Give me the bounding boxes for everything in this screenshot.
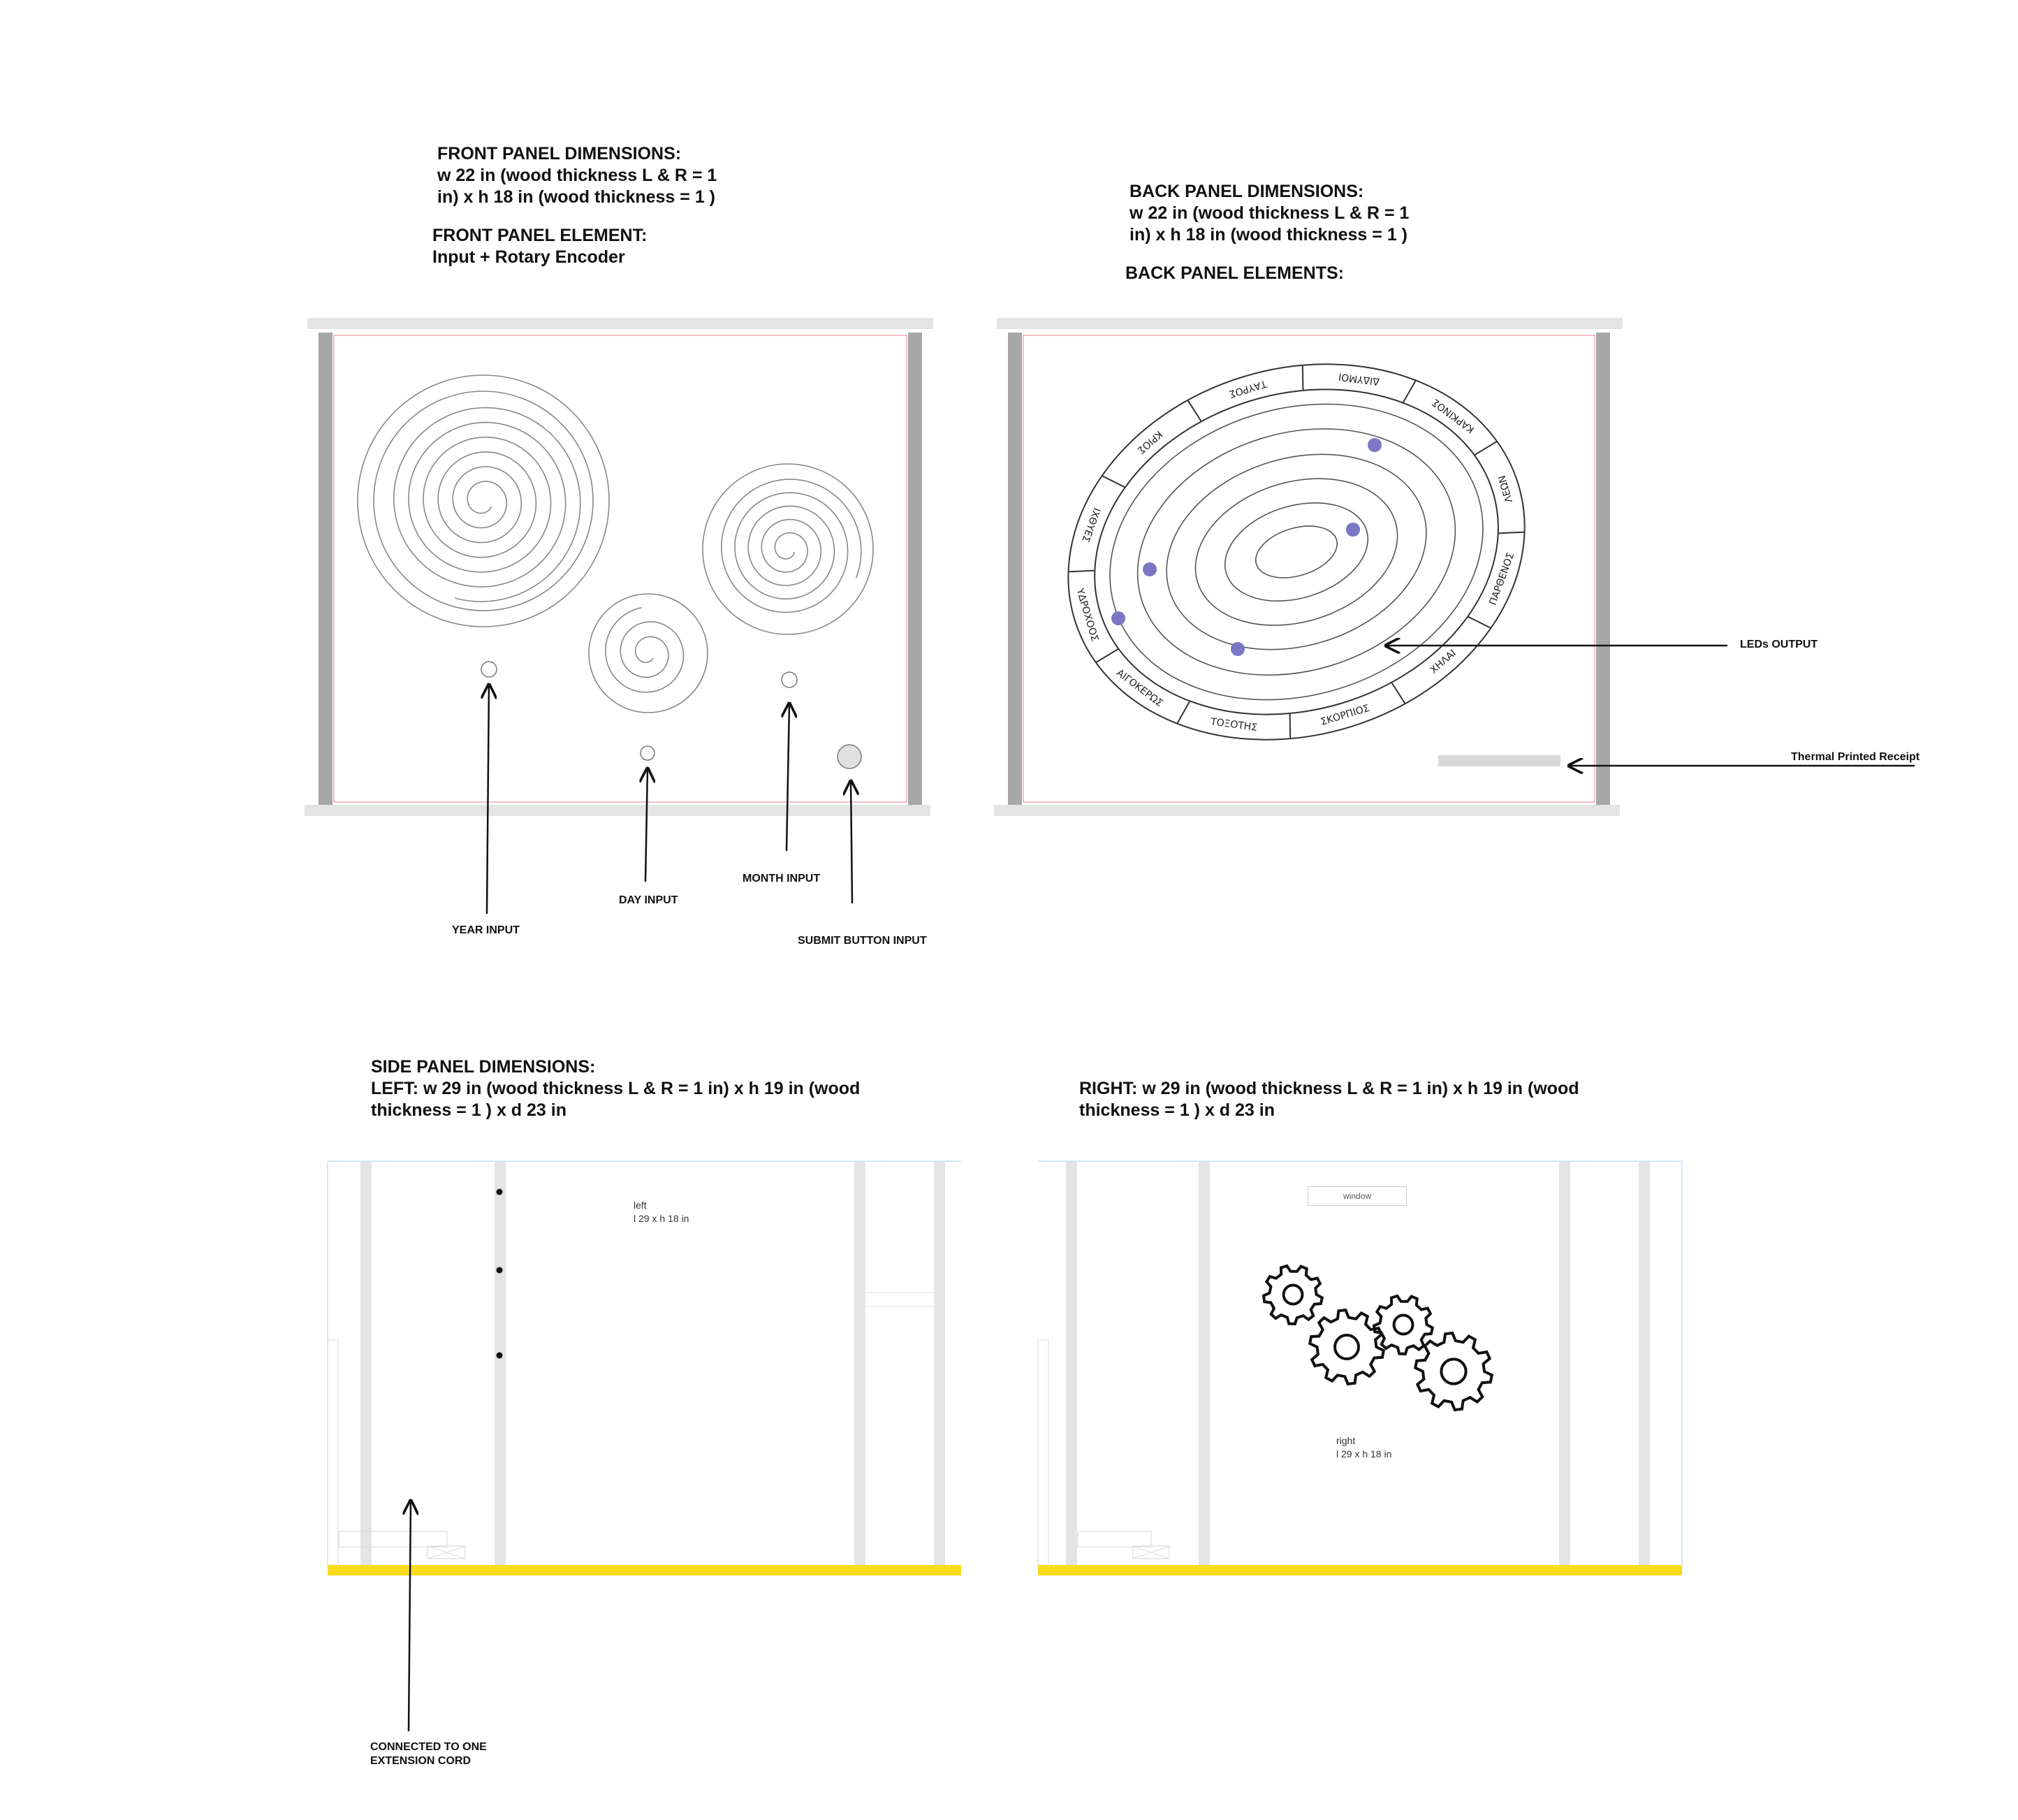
zodiac-divider [1468, 611, 1491, 634]
front-panel-heading: FRONT PANEL DIMENSIONS: w 22 in (wood thickness L & R = 1 in) x h 18 in (wood thickness = 1 ) [437, 144, 717, 207]
zodiac-divider [1283, 713, 1297, 738]
extension-cord-label: CONNECTED TO ONE EXTENSION CORD [370, 1741, 487, 1767]
day-input-knob [641, 746, 655, 760]
receipt-slot [1438, 755, 1560, 766]
submit-button [838, 745, 861, 769]
led [1346, 523, 1360, 537]
year-input-knob [481, 662, 497, 677]
zodiac-sign-label: ΤΟΞΟΤΗΣ [1210, 716, 1258, 734]
zodiac-sign-label: ΚΡΙΟΣ [1134, 428, 1164, 456]
gear-icon [1310, 1310, 1384, 1384]
led [1231, 642, 1245, 656]
zodiac-sign-label: ΙΧΘΥΕΣ [1079, 506, 1102, 544]
day-input-label: DAY INPUT [619, 894, 678, 906]
right-side-panel [1038, 1161, 1682, 1575]
zodiac-divider [1102, 470, 1125, 493]
gear-hub [1335, 1335, 1359, 1359]
back-panel [994, 309, 1915, 816]
gear-icon [1415, 1333, 1492, 1410]
mount-dot [497, 1189, 503, 1195]
zodiac-divider [1472, 442, 1499, 456]
zodiac-divider [1398, 380, 1421, 402]
side-panel-heading-left: SIDE PANEL DIMENSIONS: LEFT: w 29 in (wood thickness L & R = 1 in) x h 19 in (wood thickness = 1 ) x d 23 in [371, 1057, 861, 1120]
zodiac-ring [1021, 309, 1572, 794]
zodiac-divider [1296, 365, 1310, 391]
led [1368, 438, 1382, 452]
zodiac-sign-label: ΧΗΛΑΙ [1428, 648, 1458, 676]
day-spiral [589, 594, 708, 713]
month-input-knob [782, 672, 797, 687]
month-input-label: MONTH INPUT [743, 873, 821, 884]
gear-hub [1394, 1316, 1413, 1334]
zodiac-divider [1391, 680, 1405, 706]
back-panel-heading: BACK PANEL DIMENSIONS: w 22 in (wood thickness L & R = 1 in) x h 18 in (wood thickness = 1 ) [1129, 182, 1410, 245]
zodiac-sign-label: ΔΙΔΥΜΟΙ [1338, 370, 1380, 388]
year-input-label: YEAR INPUT [452, 924, 520, 936]
back-panel-elements-heading: BACK PANEL ELEMENTS: [1125, 263, 1344, 283]
zodiac-divider [1187, 398, 1201, 423]
zodiac-divider [1094, 649, 1120, 663]
zodiac-divider [1069, 565, 1095, 578]
zodiac-sign-label: ΛΕΩΝ [1496, 474, 1516, 504]
zodiac-sign-label: ΚΑΡΚΙΝΟΣ [1430, 396, 1477, 435]
mount-dot [497, 1267, 503, 1274]
right-panel-note: right l 29 x h 18 in [1336, 1435, 1392, 1459]
side-panel-heading-right: RIGHT: w 29 in (wood thickness L & R = 1 in) x h 19 in (wood thickness = 1 ) x d 23 in [1079, 1079, 1579, 1120]
gears-icon [1264, 1266, 1492, 1410]
front-panel [305, 318, 933, 914]
submit-button-label: SUBMIT BUTTON INPUT [798, 935, 927, 947]
zodiac-sign-label: ΠΑΡΘΕΝΟΣ [1487, 551, 1517, 607]
zodiac-sign-label: ΤΑΥΡΟΣ [1227, 377, 1268, 400]
front-panel-element-heading: FRONT PANEL ELEMENT: Input + Rotary Encoder [432, 226, 648, 267]
led [1143, 562, 1157, 576]
zodiac-divider [1172, 701, 1195, 723]
month-spiral [703, 464, 873, 634]
gear-hub [1284, 1286, 1303, 1304]
left-side-panel [328, 1161, 961, 1731]
year-spiral [358, 375, 609, 627]
leds-output-label: LEDs OUTPUT [1740, 639, 1818, 650]
zodiac-sign-label: ΑΙΓΟΚΕΡΩΣ [1114, 667, 1165, 710]
thermal-receipt-label: Thermal Printed Receipt [1791, 751, 1920, 763]
zodiac-sign-label: ΥΔΡΟΧΟΟΣ [1074, 587, 1101, 643]
zodiac-divider [1498, 526, 1525, 540]
zodiac-sign-label: ΣΚΟΡΠΙΟΣ [1319, 702, 1371, 728]
left-panel-note: left l 29 x h 18 in [634, 1200, 689, 1224]
gear-hub [1441, 1359, 1465, 1383]
mount-dot [497, 1353, 503, 1359]
gear-icon [1264, 1266, 1322, 1324]
window-label: window [1308, 1186, 1407, 1206]
led [1111, 611, 1125, 625]
